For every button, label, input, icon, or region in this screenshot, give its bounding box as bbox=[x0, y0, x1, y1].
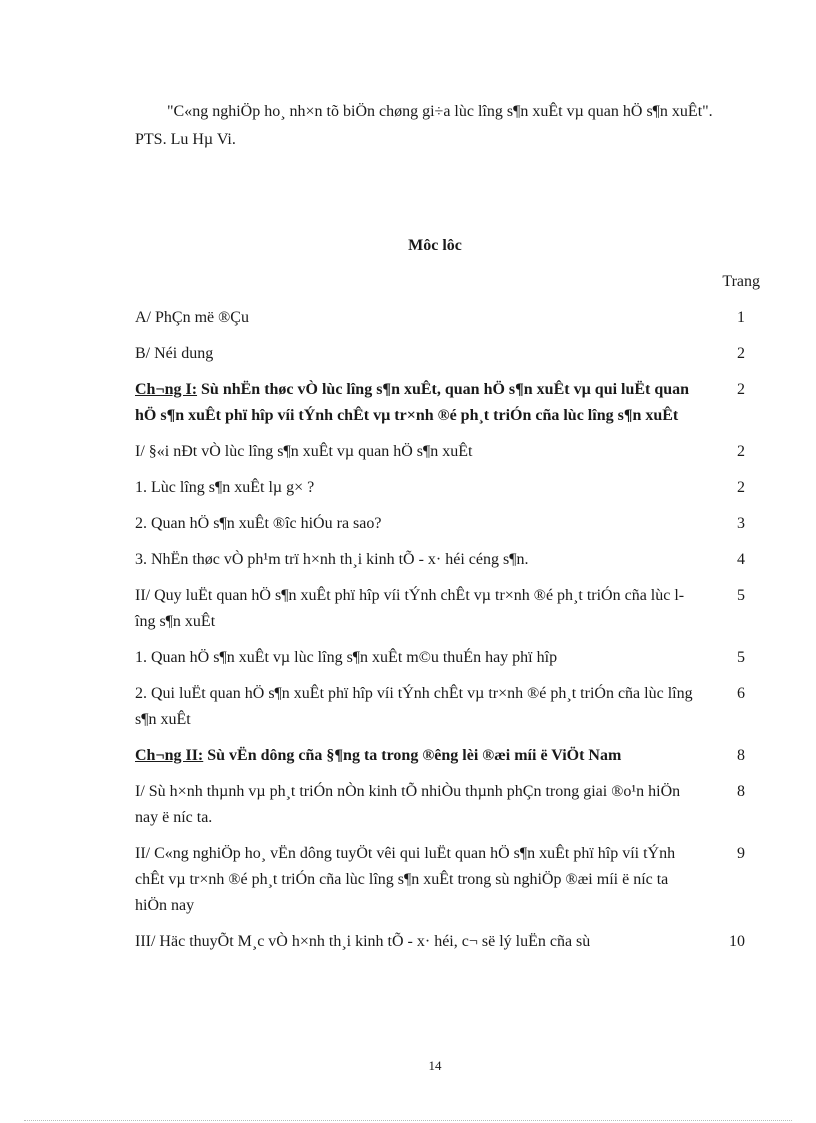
toc-entry-text: Sù vËn dông cña §¶ng ta trong ®êng lèi ®æi míi ë ViÖt Nam bbox=[203, 747, 622, 764]
toc-entry-text: 1. Lùc lîng s¶n xuÊt lµ g× ? bbox=[135, 479, 315, 496]
toc-entry bbox=[135, 439, 745, 465]
toc-entry-title bbox=[135, 743, 695, 769]
toc-entry-text: A/ PhÇn më ®Çu bbox=[135, 309, 249, 326]
toc-entry bbox=[135, 779, 745, 831]
toc-entry-title bbox=[135, 841, 695, 919]
toc-entry-text: Sù nhËn thøc vÒ lùc lîng s¶n xuÊt, quan hÖ s¶n xuÊt vµ qui luËt quan hÖ s¶n xuÊt phï hîp víi tÝnh chÊt vµ tr×nh ®é ph¸t triÓn cña lùc lîng s¶n xuÊt bbox=[135, 381, 690, 424]
toc-entry bbox=[135, 929, 745, 955]
toc-entry-text: B/ Néi dung bbox=[135, 345, 214, 362]
table-of-contents bbox=[135, 305, 745, 955]
chapter-label: Ch¬ng I: bbox=[135, 381, 198, 398]
toc-entry-page: 6 bbox=[737, 685, 745, 702]
toc-entry-text: 2. Quan hÖ s¶n xuÊt ®îc hiÓu ra sao? bbox=[135, 515, 382, 532]
toc-entry-page: 9 bbox=[737, 845, 745, 862]
toc-entry-text: I/ Sù h×nh thµnh vµ ph¸t triÓn nÒn kinh tÕ nhiÒu thµnh phÇn trong giai ®o¹n hiÖn nay ë níc ta. bbox=[135, 783, 681, 826]
toc-entry-page: 5 bbox=[737, 587, 745, 604]
toc-entry-page: 5 bbox=[737, 649, 745, 666]
toc-entry bbox=[135, 681, 745, 733]
toc-entry-title bbox=[135, 681, 695, 733]
toc-entry-page: 2 bbox=[737, 479, 745, 496]
toc-entry-title bbox=[135, 377, 695, 429]
toc-entry bbox=[135, 547, 745, 573]
toc-entry bbox=[135, 743, 745, 769]
toc-entry-page: 2 bbox=[737, 345, 745, 362]
toc-entry-page: 1 bbox=[737, 309, 745, 326]
toc-title: Môc lôc bbox=[408, 237, 462, 254]
toc-entry bbox=[135, 511, 745, 537]
chapter-label: Ch¬ng II: bbox=[135, 747, 204, 764]
toc-entry-text: II/ C«ng nghiÖp ho¸ vËn dông tuyÖt vêi qui luËt quan hÖ s¶n xuÊt phï hîp víi tÝnh chÊt vµ tr×nh ®é ph¸t triÓn cña lùc lîng s¶n xuÊt trong sù nghiÖp ®æi míi ë níc ta hiÖn nay bbox=[135, 845, 676, 914]
toc-entry-page: 8 bbox=[737, 783, 745, 800]
page-number: 14 bbox=[428, 1058, 442, 1073]
toc-entry bbox=[135, 841, 745, 919]
toc-entry-title bbox=[135, 341, 695, 367]
toc-entry-title bbox=[135, 645, 695, 671]
toc-entry bbox=[135, 475, 745, 501]
intro-paragraph: "C«ng nghiÖp ho¸ nh×n tõ biÖn chøng gi÷a lùc lîng s¶n xuÊt vµ quan hÖ s¶n xuÊt". PTS. Lu Hµ Vi. bbox=[135, 103, 713, 148]
toc-entry-page: 2 bbox=[737, 443, 745, 460]
toc-entry-title bbox=[135, 475, 695, 501]
toc-entry-page: 3 bbox=[737, 515, 745, 532]
toc-entry bbox=[135, 645, 745, 671]
toc-entry-text: III/ Häc thuyÕt M¸c vÒ h×nh th¸i kinh tÕ - x· héi, c¬ së lý luËn cña sù bbox=[135, 933, 591, 950]
toc-entry-title bbox=[135, 305, 695, 331]
toc-entry bbox=[135, 341, 745, 367]
toc-entry-title bbox=[135, 511, 695, 537]
toc-entry bbox=[135, 583, 745, 635]
toc-entry-text: 1. Quan hÖ s¶n xuÊt vµ lùc lîng s¶n xuÊt m©u thuÉn hay phï hîp bbox=[135, 649, 558, 666]
toc-entry-title bbox=[135, 547, 695, 573]
toc-entry bbox=[135, 377, 745, 429]
toc-entry-page: 8 bbox=[737, 747, 745, 764]
toc-entry-page: 2 bbox=[737, 381, 745, 398]
toc-entry-text: II/ Quy luËt quan hÖ s¶n xuÊt phï hîp víi tÝnh chÊt vµ tr×nh ®é ph¸t triÓn cña lùc lîng s¶n xuÊt bbox=[135, 587, 685, 630]
page-bottom-divider bbox=[24, 1120, 792, 1121]
toc-entry-title bbox=[135, 439, 695, 465]
toc-entry bbox=[135, 305, 745, 331]
toc-entry-title bbox=[135, 779, 695, 831]
page-column-header: Trang bbox=[722, 273, 760, 290]
toc-entry-text: 3. NhËn thøc vÒ ph¹m trï h×nh th¸i kinh tÕ - x· héi céng s¶n. bbox=[135, 551, 529, 568]
toc-entry-page: 4 bbox=[737, 551, 745, 568]
toc-entry-text: 2. Qui luËt quan hÖ s¶n xuÊt phï hîp víi tÝnh chÊt vµ tr×nh ®é ph¸t triÓn cña lùc lîng s¶n xuÊt bbox=[135, 685, 693, 728]
toc-entry-title bbox=[135, 929, 695, 955]
toc-entry-text: I/ §«i nÐt vÒ lùc lîng s¶n xuÊt vµ quan hÖ s¶n xuÊt bbox=[135, 443, 473, 460]
toc-entry-title bbox=[135, 583, 695, 635]
toc-entry-page: 10 bbox=[729, 933, 745, 950]
